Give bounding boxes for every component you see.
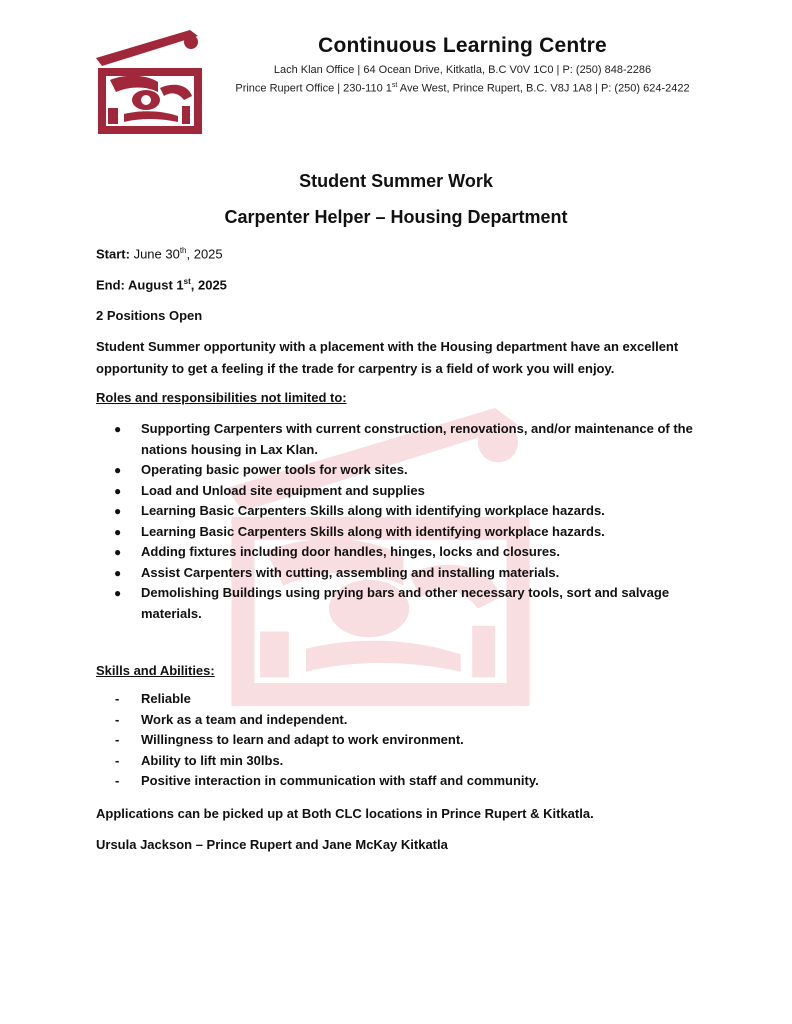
job-title: Carpenter Helper – Housing Department xyxy=(224,207,568,227)
list-item: ● Operating basic power tools for work sites. xyxy=(114,462,408,477)
end-date: End: August 1st, 2025 xyxy=(96,277,227,293)
list-item: - Work as a team and independent. xyxy=(115,711,348,727)
start-date: Start: June 30th, 2025 xyxy=(96,246,223,262)
office-address-prince-rupert: Prince Rupert Office | 230-110 1st Ave West, Prince Rupert, B.C. V8J 1A8 | P: (250) 624-2422 xyxy=(235,82,690,95)
office-address-kitkatla: Lach Klan Office | 64 Ocean Drive, Kitkatla, B.C V0V 1C0 | P: (250) 848-2286 xyxy=(273,64,652,76)
clc-logo xyxy=(94,30,206,134)
roles-heading: Roles and responsibilities not limited to: xyxy=(96,390,347,405)
org-name: Continuous Learning Centre xyxy=(318,34,607,57)
skills-list xyxy=(112,689,672,792)
positions-open: 2 Positions Open xyxy=(96,308,203,323)
list-item: - Reliable xyxy=(115,691,191,706)
intro-paragraph: Student Summer opportunity with a placement with the Housing department have an excellent opportunity to get a feeling if the trade for carpentry is a field of work you will enjoy. xyxy=(96,339,679,376)
contacts-note: Ursula Jackson – Prince Rupert and Jane McKay Kitkatla xyxy=(96,837,448,852)
list-item: ● Load and Unload site equipment and supplies xyxy=(114,482,425,498)
list-item: - Positive interaction in communication with staff and community. xyxy=(115,773,539,788)
page-title: Student Summer Work xyxy=(299,171,493,191)
list-item: - Ability to lift min 30lbs. xyxy=(115,752,284,768)
list-item: ● Assist Carpenters with cutting, assembling and installing materials. xyxy=(114,564,560,580)
skills-heading: Skills and Abilities: xyxy=(96,663,215,678)
list-item: ● Demolishing Buildings using prying bars and other necessary tools, sort and salvage materials. xyxy=(114,585,670,621)
list-item: ● Adding fixtures including door handles, hinges, locks and closures. xyxy=(114,544,560,559)
list-item: - Willingness to learn and adapt to work environment. xyxy=(115,732,464,747)
applications-note: Applications can be picked up at Both CLC locations in Prince Rupert & Kitkatla. xyxy=(96,806,594,821)
roles-list xyxy=(112,419,702,624)
list-item: ● Supporting Carpenters with current construction, renovations, and/or maintenance of the nations housing in Lax Klan. xyxy=(114,421,693,457)
list-item: ● Learning Basic Carpenters Skills along with identifying workplace hazards. xyxy=(114,523,605,539)
list-item: ● Learning Basic Carpenters Skills along with identifying workplace hazards. xyxy=(114,503,605,518)
